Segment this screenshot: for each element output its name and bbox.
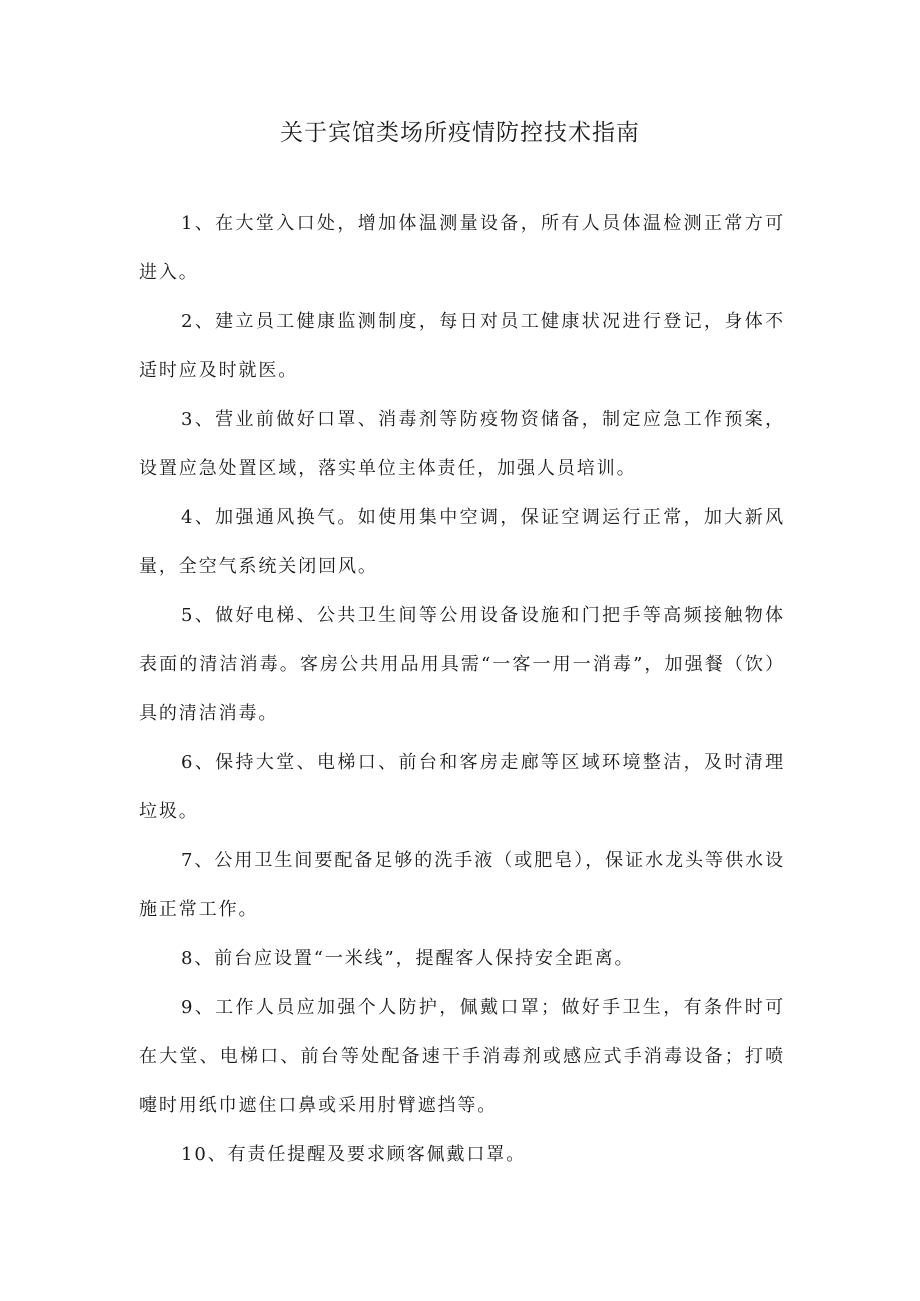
guideline-item-4: 4、加强通风换气。如使用集中空调，保证空调运行正常，加大新风量，全空气系统关闭回风。 [139,507,785,577]
guideline-item-10: 10、有责任提醒及要求顾客佩戴口罩。 [181,1144,527,1165]
document-body [139,199,785,1179]
guideline-item-5: 5、做好电梯、公共卫生间等公用设备设施和门把手等高频接触物体表面的清洁消毒。客房公共用品用具需“一客一用一消毒”，加强餐（饮）具的清洁消毒。 [139,605,785,724]
guideline-item-1: 1、在大堂入口处，增加体温测量设备，所有人员体温检测正常方可进入。 [139,213,785,283]
guideline-item-7: 7、公用卫生间要配备足够的洗手液（或肥皂），保证水龙头等供水设施正常工作。 [139,850,785,920]
document-title: 关于宾馆类场所疫情防控技术指南 [280,120,640,146]
guideline-item-3: 3、营业前做好口罩、消毒剂等防疫物资储备，制定应急工作预案，设置应急处置区域，落实单位主体责任，加强人员培训。 [139,409,785,479]
guideline-item-2: 2、建立员工健康监测制度，每日对员工健康状况进行登记，身体不适时应及时就医。 [139,311,785,381]
guideline-item-9: 9、工作人员应加强个人防护，佩戴口罩；做好手卫生，有条件时可在大堂、电梯口、前台等处配备速干手消毒剂或感应式手消毒设备；打喷嚏时用纸巾遮住口鼻或采用肘臂遮挡等。 [139,997,785,1116]
guideline-item-8: 8、前台应设置“一米线”，提醒客人保持安全距离。 [181,948,635,969]
guideline-item-6: 6、保持大堂、电梯口、前台和客房走廊等区域环境整洁，及时清理垃圾。 [139,752,785,822]
